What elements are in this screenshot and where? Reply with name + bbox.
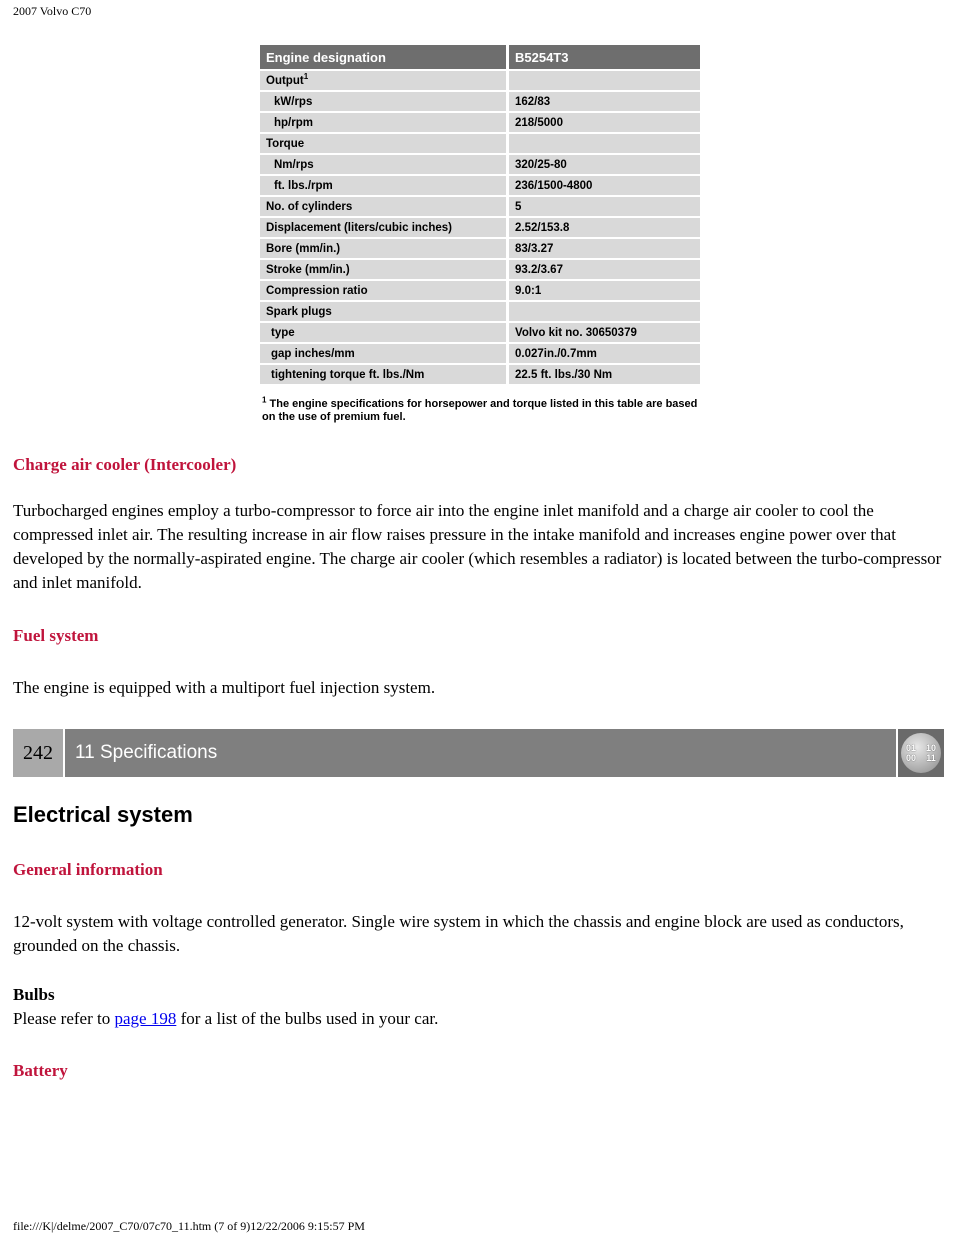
spec-label-text: type bbox=[271, 326, 295, 339]
spec-value: 0.027in./0.7mm bbox=[509, 344, 700, 363]
spec-value bbox=[509, 71, 700, 90]
spec-label bbox=[260, 92, 509, 111]
spec-label-text: gap inches/mm bbox=[271, 347, 355, 360]
bulbs-text-pre: Please refer to bbox=[13, 1009, 115, 1028]
spec-row bbox=[260, 365, 700, 384]
spec-label-text: kW/rps bbox=[274, 95, 313, 108]
spec-row bbox=[260, 92, 700, 111]
spec-row bbox=[260, 134, 700, 153]
spec-value: 236/1500-4800 bbox=[509, 176, 700, 195]
electrical-title: Electrical system bbox=[13, 802, 193, 827]
spec-label-text: Bore (mm/in.) bbox=[266, 242, 341, 255]
spec-value: 2.52/153.8 bbox=[509, 218, 700, 237]
spec-label-text: Stroke (mm/in.) bbox=[266, 263, 350, 276]
spec-label bbox=[260, 323, 509, 342]
general-heading: General information bbox=[13, 860, 163, 879]
spec-label bbox=[260, 71, 509, 90]
spec-value: 5 bbox=[509, 197, 700, 216]
general-body: 12-volt system with voltage controlled generator. Single wire system in which the chassis and engine block are used as conductors, grounded on the chassis. bbox=[13, 912, 904, 955]
spec-label-text: hp/rpm bbox=[274, 116, 313, 129]
spec-label-text: Compression ratio bbox=[266, 284, 368, 297]
intercooler-heading: Charge air cooler (Intercooler) bbox=[13, 455, 237, 474]
chapter-title: 11 Specifications bbox=[65, 729, 896, 777]
spec-footnote bbox=[262, 395, 702, 424]
badge-digit: 01 bbox=[905, 743, 916, 753]
spec-label-text: Displacement (liters/cubic inches) bbox=[266, 221, 452, 234]
spec-label bbox=[260, 365, 509, 384]
battery-heading: Battery bbox=[13, 1061, 68, 1080]
fuel-heading: Fuel system bbox=[13, 626, 99, 645]
spec-row bbox=[260, 155, 700, 174]
spec-value bbox=[509, 134, 700, 153]
spec-table-header bbox=[260, 45, 700, 69]
spec-label-text: Output bbox=[266, 74, 304, 87]
spec-label-text: ft. lbs./rpm bbox=[274, 179, 333, 192]
spec-value: 162/83 bbox=[509, 92, 700, 111]
chapter-nav-icon[interactable] bbox=[898, 729, 944, 777]
spec-row bbox=[260, 176, 700, 195]
spec-label bbox=[260, 281, 509, 300]
intercooler-section bbox=[13, 453, 943, 595]
spec-value: 320/25-80 bbox=[509, 155, 700, 174]
spec-row bbox=[260, 323, 700, 342]
badge-digit: 00 bbox=[905, 753, 916, 763]
spec-label bbox=[260, 239, 509, 258]
chapter-badge-icon bbox=[901, 733, 941, 773]
spec-row bbox=[260, 344, 700, 363]
page-number: 242 bbox=[13, 729, 63, 777]
spec-header-value: B5254T3 bbox=[509, 45, 700, 69]
chapter-banner bbox=[13, 729, 944, 777]
spec-row bbox=[260, 239, 700, 258]
spec-row bbox=[260, 281, 700, 300]
spec-label-text: Spark plugs bbox=[266, 305, 332, 318]
spec-label bbox=[260, 302, 509, 321]
bulbs-heading: Bulbs bbox=[13, 985, 55, 1004]
spec-label bbox=[260, 197, 509, 216]
badge-digit: 10 bbox=[925, 743, 936, 753]
fuel-body: The engine is equipped with a multiport fuel injection system. bbox=[13, 678, 436, 697]
spec-row bbox=[260, 302, 700, 321]
document-title: 2007 Volvo C70 bbox=[13, 4, 92, 18]
footer-path: file:///K|/delme/2007_C70/07c70_11.htm (7 of 9)12/22/2006 9:15:57 PM bbox=[13, 1219, 365, 1233]
bulbs-text-post: for a list of the bulbs used in your car. bbox=[176, 1009, 439, 1028]
spec-value: 83/3.27 bbox=[509, 239, 700, 258]
spec-label bbox=[260, 113, 509, 132]
footnote-text: The engine specifications for horsepower and torque listed in this table are based on the use of premium fuel. bbox=[262, 398, 698, 423]
spec-row bbox=[260, 113, 700, 132]
spec-row bbox=[260, 218, 700, 237]
spec-row bbox=[260, 71, 700, 90]
spec-header-label: Engine designation bbox=[260, 45, 509, 69]
spec-value bbox=[509, 302, 700, 321]
spec-label-text: Nm/rps bbox=[274, 158, 314, 171]
badge-digit: 11 bbox=[926, 753, 936, 763]
intercooler-body: Turbocharged engines employ a turbo-compressor to force air into the engine inlet manifold and a charge air cooler to cool the compressed inlet air. The resulting increase in air flow raises pressure in the intake manifold and increases engine power over that developed by the normally-aspirated engine. The charge air cooler (which resembles a radiator) is located between the turbo-compressor and inlet manifold. bbox=[13, 501, 942, 592]
footnote-ref: 1 bbox=[303, 71, 309, 81]
footnote-mark: 1 bbox=[262, 395, 267, 405]
spec-label-text: Torque bbox=[266, 137, 305, 150]
spec-value: 93.2/3.67 bbox=[509, 260, 700, 279]
spec-label bbox=[260, 218, 509, 237]
spec-value: 22.5 ft. lbs./30 Nm bbox=[509, 365, 700, 384]
bulbs-body bbox=[13, 1007, 943, 1031]
spec-label bbox=[260, 176, 509, 195]
spec-row bbox=[260, 197, 700, 216]
page-198-link[interactable]: page 198 bbox=[114, 1009, 177, 1028]
fuel-section bbox=[13, 624, 943, 700]
bulbs-section bbox=[13, 983, 943, 1031]
spec-value: 9.0:1 bbox=[509, 281, 700, 300]
spec-label-text: No. of cylinders bbox=[266, 200, 353, 213]
spec-row bbox=[260, 260, 700, 279]
spec-value: 218/5000 bbox=[509, 113, 700, 132]
spec-value: Volvo kit no. 30650379 bbox=[509, 323, 700, 342]
engine-spec-table bbox=[260, 43, 700, 386]
spec-label-text: tightening torque ft. lbs./Nm bbox=[271, 368, 425, 381]
spec-label bbox=[260, 260, 509, 279]
spec-label bbox=[260, 134, 509, 153]
spec-label bbox=[260, 155, 509, 174]
general-info-section bbox=[13, 858, 943, 958]
spec-label bbox=[260, 344, 509, 363]
